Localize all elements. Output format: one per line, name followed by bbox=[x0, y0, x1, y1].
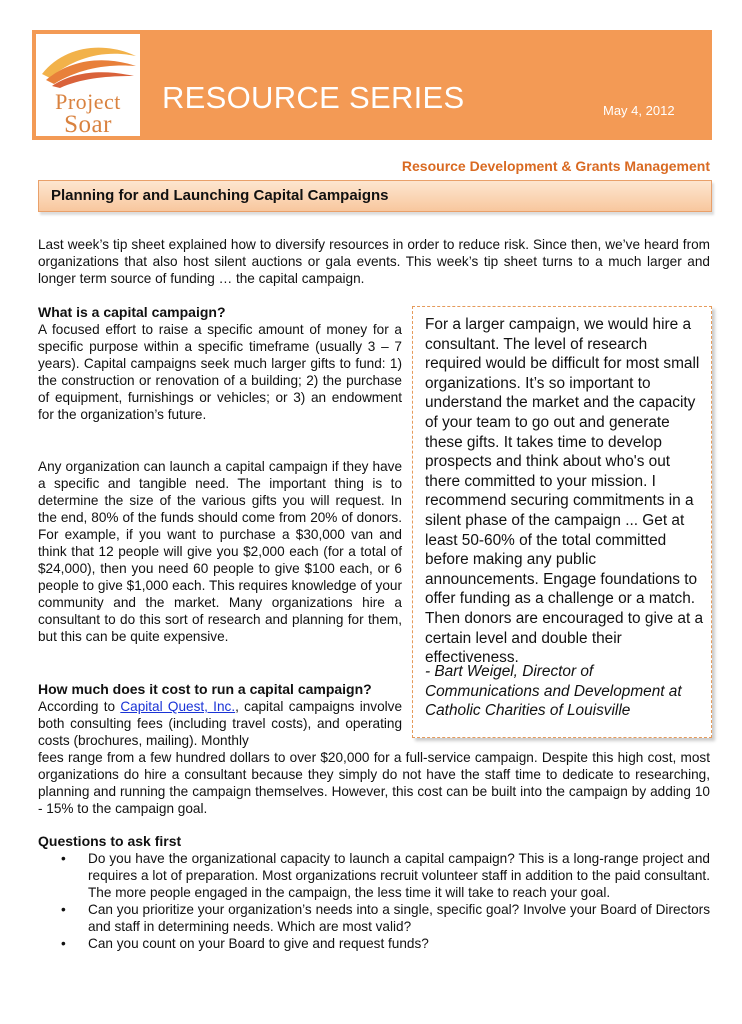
cost-continued-paragraph: fees range from a few hundred dollars to over $20,000 for a full-service campaign. Despite this high cost, most organizations do hire a consultant because they simply do not have the staff time to dedicate to researching, planning and running the campaign themselves. However, this cost can be built into the campaign by adding 10 - 15% to the campaign goal. bbox=[38, 750, 710, 816]
question-text: Can you prioritize your organization’s needs into a single, specific goal? Involve your Board of Directors and staff in determining needs. Which are most valid? bbox=[88, 902, 710, 934]
question-text: Do you have the organizational capacity to launch a capital campaign? This is a long-range project and requires a lot of preparation. Most organizations recruit volunteer staff in addition to the paid consultant. The more people engaged in the campaign, the less time it will take to reach your goal. bbox=[88, 851, 710, 900]
quote-box bbox=[412, 306, 712, 738]
heading-cost: How much does it cost to run a capital campaign? bbox=[38, 681, 372, 697]
logo-word-soar: Soar bbox=[64, 111, 112, 138]
list-item bbox=[38, 901, 710, 935]
what-is-paragraph: A focused effort to raise a specific amount of money for a specific purpose within a specific timeframe (usually 3 – 7 years). Capital campaigns seek much larger gifts to fund: 1) the construction or renovation of a building; 2) the purchase of equipment, furnishings or vehicles; or 3) an endowment for the organization’s future. bbox=[38, 322, 402, 422]
quote-attribution: - Bart Weigel, Director of Communications and Development at Catholic Charities of Louisville bbox=[425, 663, 682, 720]
list-item bbox=[38, 850, 710, 901]
any-org-paragraph: Any organization can launch a capital campaign if they have a specific and tangible need. The important thing is to determine the size of the various gifts you will request. In the end, 80% of the funds should come from 20% of donors. For example, if you want to purchase a $30,000 van and think that 12 people will give you $2,000 each (for a total of $24,000), then you need 60 people to give $100 each, or 6 people to give $1,000 each. This requires knowledge of your community and the market. Many organizations hire a consultant to do this sort of research and planning for them, but this can be quite expensive. bbox=[38, 459, 402, 644]
questions-list bbox=[38, 850, 710, 952]
capital-quest-link[interactable]: Capital Quest, Inc. bbox=[120, 699, 236, 714]
swoosh-logo-graphic bbox=[36, 34, 140, 90]
issue-date: May 4, 2012 bbox=[603, 103, 675, 118]
cost-prefix: According to bbox=[38, 699, 121, 714]
bullet-icon: • bbox=[61, 902, 66, 917]
question-text: Can you count on your Board to give and request funds? bbox=[88, 936, 429, 951]
series-title: RESOURCE SERIES bbox=[162, 80, 465, 115]
bullet-icon: • bbox=[61, 936, 66, 951]
list-item bbox=[38, 935, 710, 952]
page-title: Planning for and Launching Capital Campaigns bbox=[51, 187, 389, 204]
heading-questions: Questions to ask first bbox=[38, 833, 182, 849]
bullet-icon: • bbox=[61, 851, 66, 866]
project-soar-logo bbox=[36, 34, 140, 136]
cost-after-link: , capital campaigns involve both consulting fees (including travel costs), and operating costs (brochures, mailing). Monthly bbox=[38, 699, 403, 748]
resource-series-header bbox=[32, 30, 712, 140]
topic-bar bbox=[38, 180, 712, 212]
logo-word-project: Project bbox=[55, 89, 121, 114]
cost-paragraph bbox=[38, 698, 402, 749]
heading-what-is: What is a capital campaign? bbox=[38, 304, 226, 320]
section-label: Resource Development & Grants Management bbox=[401, 158, 710, 174]
intro-paragraph: Last week’s tip sheet explained how to diversify resources in order to reduce risk. Since then, we’ve heard from organizations that also host silent auctions or gala events. This week’s tip sheet turns to a much larger and longer term source of funding … the capital campaign. bbox=[38, 237, 710, 286]
quote-text: For a larger campaign, we would hire a consultant. The level of research required would be difficult for most small organizations. It’s so important to understand the market and the capacity of your team to go out and generate these gifts. It takes time to develop prospects and think about who's out there committed to your mission. I recommend securing commitments in a silent phase of the campaign ... Get at least 50-60% of the total committed before making any public announcements. Engage foundations to offer funding as a challenge or a match. Then donors are encouraged to give at a certain level and double their effectiveness. bbox=[425, 316, 704, 667]
